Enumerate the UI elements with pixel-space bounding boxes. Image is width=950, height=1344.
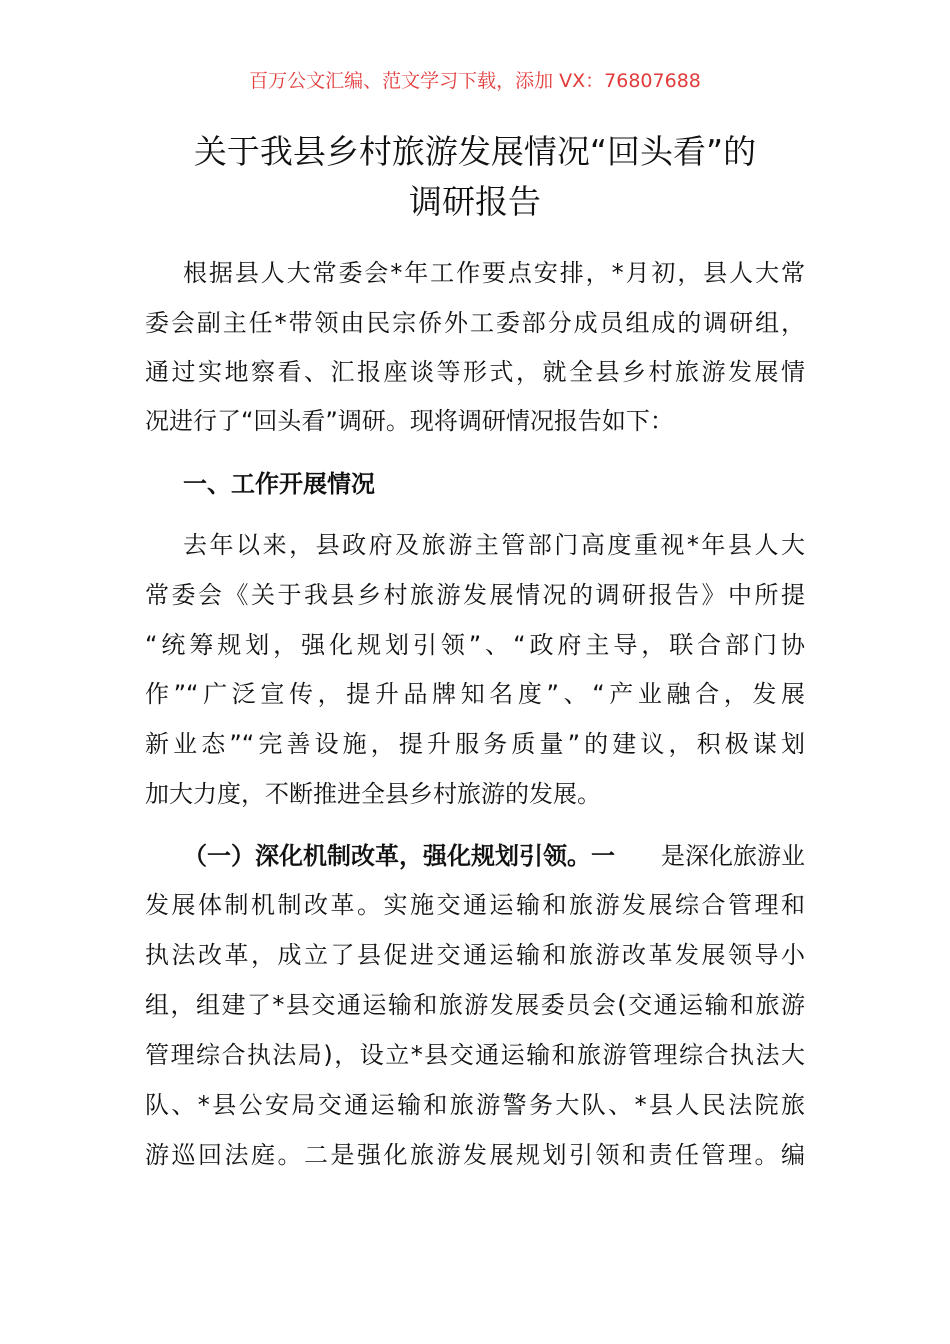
watermark-header: 百万公文汇编、范文学习下载，添加 VX：76807688 bbox=[249, 70, 701, 92]
intro-line: 根据县人大常委会*年工作要点安排，*月初，县人大常 bbox=[183, 259, 805, 287]
subheading-bold: （一）深化机制改革，强化规划引领。一 bbox=[183, 842, 615, 870]
para-text: 是深化旅游业 bbox=[661, 842, 805, 870]
para-line: 游巡回法庭。二是强化旅游发展规划引领和责任管理。编 bbox=[145, 1141, 805, 1169]
intro-line: 委会副主任*带领由民宗侨外工委部分成员组成的调研组， bbox=[145, 309, 805, 337]
para-line: 队、*县公安局交通运输和旅游警务大队、*县人民法院旅 bbox=[145, 1091, 805, 1119]
para-line: 作”“广泛宣传，提升品牌知名度”、“产业融合，发展 bbox=[145, 680, 805, 708]
para-line: 组，组建了*县交通运输和旅游发展委员会(交通运输和旅游 bbox=[145, 991, 805, 1019]
para-line: 去年以来，县政府及旅游主管部门高度重视*年县人大 bbox=[183, 531, 805, 559]
intro-line: 通过实地察看、汇报座谈等形式，就全县乡村旅游发展情 bbox=[145, 358, 805, 386]
para-line: 管理综合执法局)，设立*县交通运输和旅游管理综合执法大 bbox=[145, 1041, 805, 1069]
document-title-line2: 调研报告 bbox=[409, 182, 541, 221]
para-line bbox=[183, 840, 805, 872]
document-title-line1: 关于我县乡村旅游发展情况“回头看”的 bbox=[193, 132, 757, 171]
para-line: 新业态”“完善设施，提升服务质量”的建议，积极谋划 bbox=[145, 730, 805, 758]
para-line: 常委会《关于我县乡村旅游发展情况的调研报告》中所提 bbox=[145, 581, 805, 609]
section-heading: 一、工作开展情况 bbox=[183, 470, 375, 498]
para-line: 加大力度，不断推进全县乡村旅游的发展。 bbox=[145, 780, 601, 808]
para-line: “统筹规划，强化规划引领”、“政府主导，联合部门协 bbox=[145, 631, 805, 659]
para-line: 执法改革，成立了县促进交通运输和旅游改革发展领导小 bbox=[145, 941, 805, 969]
intro-line: 况进行了“回头看”调研。现将调研情况报告如下： bbox=[145, 407, 674, 435]
para-line: 发展体制机制改革。实施交通运输和旅游发展综合管理和 bbox=[145, 891, 805, 919]
